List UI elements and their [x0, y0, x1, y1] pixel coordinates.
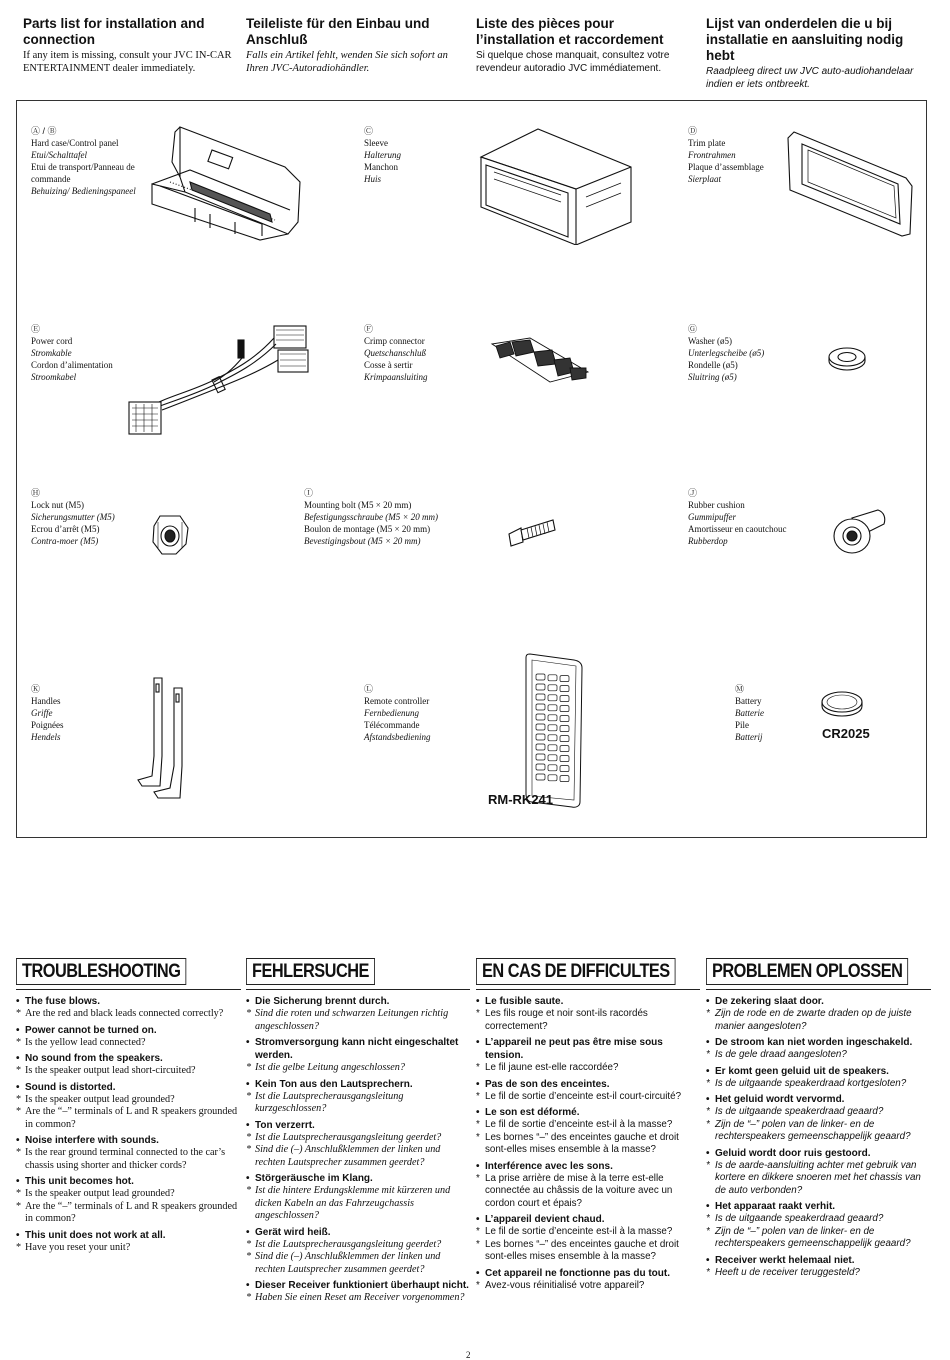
check-item: * Is the yellow lead connected?	[16, 1037, 241, 1050]
remote-controller-illustration	[524, 652, 586, 810]
mounting-bolt-illustration	[505, 516, 557, 548]
part-label-fr: Amortisseur en caoutchouc	[688, 524, 787, 534]
troubleshooting-item	[16, 1081, 241, 1132]
remote-button-shape	[560, 726, 569, 732]
part-label-en: Power cord	[31, 336, 73, 346]
part-label-de: Befestigungsschraube (M5 × 20 mm)	[304, 512, 439, 522]
remote-button-shape	[536, 704, 545, 710]
part-f	[364, 323, 474, 383]
part-j	[688, 487, 818, 547]
section-heading: EN CAS DE DIFFICULTES	[476, 958, 676, 985]
check-item: * La prise arrière de mise à la terre est-elle connectée au châssis de la voiture avec un cordon court et épais?	[476, 1173, 700, 1211]
troubleshooting-item	[16, 1024, 241, 1050]
check-item: * Ist die Lautsprecherausgangsleitung geerdet?	[246, 1239, 470, 1252]
sleeve-illustration	[476, 127, 636, 245]
part-label-fr: Cosse à sertir	[364, 360, 413, 370]
symptom: • L’appareil devient chaud.	[476, 1213, 700, 1226]
section-rule	[476, 989, 700, 990]
symptom: • Le fusible saute.	[476, 995, 700, 1008]
part-label-en: Handles	[31, 696, 61, 706]
part-label-nl: Krimpaansluiting	[364, 372, 428, 382]
troubleshooting-en	[16, 958, 241, 1257]
part-label-nl: Batterij	[735, 732, 763, 742]
troubleshooting-item	[476, 1078, 700, 1104]
remote-button-shape	[560, 716, 569, 722]
remote-button-shape	[548, 725, 557, 731]
part-label-nl: Hendels	[31, 732, 61, 742]
section-rule	[16, 989, 241, 990]
troubleshooting-item	[476, 1160, 700, 1211]
check-item: * Are the “–” terminals of L and R speakers grounded in common?	[16, 1106, 241, 1131]
part-label-fr: Télécommande	[364, 720, 420, 730]
part-label-en: Mounting bolt (M5 × 20 mm)	[304, 500, 412, 510]
check-item: * Sind die roten und schwarzen Leitungen richtig angeschlossen?	[246, 1008, 470, 1033]
remote-button-shape	[536, 724, 545, 730]
troubleshooting-item	[706, 1093, 931, 1144]
troubleshooting-item	[16, 1229, 241, 1255]
troubleshooting-de	[246, 958, 470, 1308]
part-letter: Ⓐ / Ⓑ	[31, 126, 57, 136]
part-label-de: Unterlegscheibe (ø5)	[688, 348, 765, 358]
check-item: * Haben Sie einen Reset am Receiver vorgenommen?	[246, 1292, 470, 1305]
part-c	[364, 125, 474, 185]
troubleshooting-item	[246, 1036, 470, 1075]
part-label-fr: Etui de transport/Panneau de commande	[31, 162, 135, 184]
symptom: • De zekering slaat door.	[706, 995, 931, 1008]
header-body: Falls ein Artikel fehlt, wenden Sie sich sofort an Ihren JVC-Autoradiohändler.	[246, 50, 448, 74]
check-item: * Zijn de “–” polen van de linker- en de rechterspeakers gemeenschappelijk geaard?	[706, 1119, 931, 1144]
part-letter: Ⓚ	[31, 684, 41, 694]
check-item: * Is de uitgaande speakerdraad geaard?	[706, 1106, 931, 1119]
remote-button-shape	[548, 765, 557, 771]
remote-button-shape	[560, 706, 569, 712]
section-rule	[246, 989, 470, 990]
part-letter: Ⓗ	[31, 488, 41, 498]
check-item: * Le fil de sortie d’enceinte est-il à la masse?	[476, 1226, 700, 1239]
part-label-en: Sleeve	[364, 138, 388, 148]
check-item: * Ist die hintere Erdungsklemme mit kürzeren und dicken Kabeln an das Fahrzeugchassis angeschlossen?	[246, 1185, 470, 1223]
part-label-en: Hard case/Control panel	[31, 138, 119, 148]
check-item: * Ist die Lautsprecherausgangsleitung kurzgeschlossen?	[246, 1091, 470, 1116]
remote-button-shape	[548, 755, 557, 761]
symptom: • Receiver werkt helemaal niet.	[706, 1254, 931, 1267]
check-item: * Les bornes “–” des enceintes gauche et droit sont-elles mises ensemble à la masse?	[476, 1239, 700, 1264]
symptom: • Pas de son des enceintes.	[476, 1078, 700, 1091]
check-item: * Is the speaker output lead grounded?	[16, 1094, 241, 1107]
handles-illustration	[136, 676, 194, 806]
symptom: • Sound is distorted.	[16, 1081, 241, 1094]
symptom: • Geluid wordt door ruis gestoord.	[706, 1147, 931, 1160]
part-label-de: Stromkable	[31, 348, 72, 358]
part-g	[688, 323, 798, 383]
symptom: • The fuse blows.	[16, 995, 241, 1008]
symptom: • Cet appareil ne fonctionne pas du tout.	[476, 1267, 700, 1280]
remote-button-shape	[548, 675, 557, 681]
remote-button-shape	[536, 774, 545, 780]
trim-plate-illustration	[786, 130, 916, 238]
part-label-de: Batterie	[735, 708, 764, 718]
remote-button-shape	[536, 734, 545, 740]
symptom: • Het geluid wordt vervormd.	[706, 1093, 931, 1106]
remote-button-shape	[548, 705, 557, 711]
troubleshooting-item	[16, 1134, 241, 1172]
header-body: If any item is missing, consult your JVC IN-CAR ENTERTAINMENT dealer immediately.	[23, 50, 232, 74]
header-body: Si quelque chose manquait, consultez votre revendeur autoradio JVC immédiatement.	[476, 50, 670, 74]
troubleshooting-item	[706, 1065, 931, 1091]
part-label-de: Frontrahmen	[688, 150, 736, 160]
part-m	[735, 683, 815, 743]
part-label-en: Trim plate	[688, 138, 726, 148]
remote-button-shape	[536, 754, 545, 760]
remote-button-shape	[560, 676, 569, 682]
remote-button-shape	[560, 696, 569, 702]
part-label-fr: Pile	[735, 720, 750, 730]
check-item: * Heeft u de receiver teruggesteld?	[706, 1267, 931, 1280]
symptom: • No sound from the speakers.	[16, 1052, 241, 1065]
section-heading: TROUBLESHOOTING	[16, 958, 186, 985]
remote-button-shape	[536, 764, 545, 770]
part-label-nl: Afstandsbediening	[364, 732, 431, 742]
remote-button-shape	[536, 714, 545, 720]
troubleshooting-item	[706, 995, 931, 1033]
check-item: * Ist die Lautsprecherausgangsleitung geerdet?	[246, 1132, 470, 1145]
check-item: * Ist die gelbe Leitung angeschlossen?	[246, 1062, 470, 1075]
section-rule	[706, 989, 931, 990]
part-label-nl: Huis	[364, 174, 382, 184]
part-label-fr: Rondelle (ø5)	[688, 360, 738, 370]
remote-button-shape	[548, 695, 557, 701]
part-label-fr: Cordon d’alimentation	[31, 360, 113, 370]
remote-button-shape	[548, 745, 557, 751]
crimp-connector-illustration	[490, 332, 590, 392]
part-letter: Ⓙ	[688, 488, 698, 498]
troubleshooting-item	[476, 1036, 700, 1075]
check-item: * Is the speaker output lead short-circuited?	[16, 1065, 241, 1078]
symptom: • Störgeräusche im Klang.	[246, 1172, 470, 1185]
symptom: • Stromversorgung kann nicht eingeschaltet werden.	[246, 1036, 470, 1062]
troubleshooting-list	[706, 995, 931, 1279]
remote-button-shape	[560, 756, 569, 762]
symptom: • Er komt geen geluid uit de speakers.	[706, 1065, 931, 1078]
header-body: Raadpleeg direct uw JVC auto-audiohandelaar indien er iets ontbreekt.	[706, 66, 914, 90]
troubleshooting-item	[706, 1200, 931, 1251]
header-title: Parts list for installation and connection	[23, 16, 205, 47]
part-label-de: Etui/Schalttafel	[31, 150, 87, 160]
header-col-nl	[706, 16, 921, 91]
check-item: * Les bornes “–” des enceintes gauche et droit sont-elles mises ensemble à la masse?	[476, 1132, 700, 1157]
remote-button-shape	[548, 715, 557, 721]
troubleshooting-item	[246, 1119, 470, 1170]
part-label-en: Lock nut (M5)	[31, 500, 84, 510]
remote-button-shape	[548, 685, 557, 691]
header-col-fr	[476, 16, 696, 75]
remote-button-shape	[536, 684, 545, 690]
check-item: * Le fil jaune est-elle raccordée?	[476, 1062, 700, 1075]
part-label-de: Gummipuffer	[688, 512, 736, 522]
symptom: • Gerät wird heiß.	[246, 1226, 470, 1239]
troubleshooting-item	[246, 1078, 470, 1116]
washer-illustration	[826, 345, 868, 373]
part-label-fr: Manchon	[364, 162, 398, 172]
header-title: Lijst van onderdelen die u bij installatie en aansluiting nodig hebt	[706, 16, 904, 63]
battery-model-label: CR2025	[822, 726, 870, 741]
header-col-de	[246, 16, 466, 75]
part-label-de: Griffe	[31, 708, 53, 718]
part-letter: Ⓕ	[364, 324, 374, 334]
part-d	[688, 125, 798, 185]
troubleshooting-item	[16, 995, 241, 1021]
part-label-fr: Poignées	[31, 720, 64, 730]
remote-button-shape	[548, 735, 557, 741]
part-label-fr: Ecrou d’arrêt (M5)	[31, 524, 100, 534]
symptom: • De stroom kan niet worden ingeschakeld.	[706, 1036, 931, 1049]
symptom: • Le son est déformé.	[476, 1106, 700, 1119]
remote-button-shape	[560, 736, 569, 742]
troubleshooting-item	[246, 1172, 470, 1223]
check-item: * Is de uitgaande speakerdraad geaard?	[706, 1213, 931, 1226]
troubleshooting-item	[476, 995, 700, 1033]
check-item: * Zijn de “–” polen van de linker- en de rechterspeakers gemeenschappelijk geaard?	[706, 1226, 931, 1251]
remote-button-shape	[560, 766, 569, 772]
troubleshooting-list	[16, 995, 241, 1254]
symptom: • Ton verzerrt.	[246, 1119, 470, 1132]
check-item: * Les fils rouge et noir sont-ils racordés correctement?	[476, 1008, 700, 1033]
part-label-nl: Rubberdop	[688, 536, 728, 546]
symptom: • Noise interfere with sounds.	[16, 1134, 241, 1147]
part-label-en: Remote controller	[364, 696, 430, 706]
page-number: 2	[466, 1350, 471, 1360]
part-a-b	[31, 125, 146, 197]
check-item: * Are the “–” terminals of L and R speakers grounded in common?	[16, 1201, 241, 1226]
check-item: * Have you reset your unit?	[16, 1242, 241, 1255]
part-label-nl: Sierplaat	[688, 174, 721, 184]
check-item: * Avez-vous réinitialisé votre appareil?	[476, 1280, 700, 1293]
battery-illustration	[820, 690, 864, 720]
check-item: * Is de uitgaande speakerdraad kortgesloten?	[706, 1078, 931, 1091]
symptom: • Power cannot be turned on.	[16, 1024, 241, 1037]
check-item: * Le fil de sortie d’enceinte est-il court-circuité?	[476, 1091, 700, 1104]
check-item: * Is de gele draad aangesloten?	[706, 1049, 931, 1062]
troubleshooting-item	[16, 1052, 241, 1078]
symptom: • Kein Ton aus den Lautsprechern.	[246, 1078, 470, 1091]
troubleshooting-item	[246, 1226, 470, 1277]
check-item: * Is the rear ground terminal connected to the car’s chassis using shorter and thicker cords?	[16, 1147, 241, 1172]
part-label-de: Halterung	[364, 150, 401, 160]
part-l	[364, 683, 474, 743]
part-label-de: Sicherungsmutter (M5)	[31, 512, 115, 522]
troubleshooting-item	[706, 1254, 931, 1280]
check-item: * Le fil de sortie d’enceinte est-il à la masse?	[476, 1119, 700, 1132]
remote-model-label: RM-RK241	[488, 792, 554, 807]
lock-nut-illustration	[150, 512, 190, 556]
troubleshooting-item	[476, 1267, 700, 1293]
part-letter: Ⓔ	[31, 324, 41, 334]
part-letter: Ⓘ	[304, 488, 314, 498]
part-letter: Ⓒ	[364, 126, 374, 136]
part-label-de: Quetschanschluß	[364, 348, 426, 358]
part-i	[304, 487, 474, 547]
check-item: * Is the speaker output lead grounded?	[16, 1188, 241, 1201]
symptom: • This unit does not work at all.	[16, 1229, 241, 1242]
part-label-nl: Sluitring (ø5)	[688, 372, 737, 382]
troubleshooting-item	[706, 1036, 931, 1062]
check-item: * Sind die (–) Anschlußklemmen der linken und rechten Lautsprecher zusammen geerdet?	[246, 1144, 470, 1169]
part-label-en: Crimp connector	[364, 336, 425, 346]
remote-button-shape	[560, 776, 569, 782]
check-item: * Is de aarde-aansluiting achter met gebruik van kortere en dikkere snoeren met het chassis van de auto verbonden?	[706, 1160, 931, 1198]
troubleshooting-fr	[476, 958, 700, 1295]
troubleshooting-item	[246, 995, 470, 1033]
part-label-fr: Plaque d’assemblage	[688, 162, 764, 172]
remote-button-shape	[548, 775, 557, 781]
check-item: * Sind die (–) Anschlußklemmen der linken und rechten Lautsprecher zusammen geerdet?	[246, 1251, 470, 1276]
part-label-nl: Contra-moer (M5)	[31, 536, 99, 546]
troubleshooting-list	[246, 995, 470, 1305]
section-heading: FEHLERSUCHE	[246, 958, 375, 985]
part-letter: Ⓓ	[688, 126, 698, 136]
part-label-en: Rubber cushion	[688, 500, 745, 510]
troubleshooting-item	[706, 1147, 931, 1198]
check-item: * Are the red and black leads connected correctly?	[16, 1008, 241, 1021]
part-label-nl: Behuizing/ Bedieningspaneel	[31, 186, 136, 196]
remote-button-shape	[560, 686, 569, 692]
power-cord-illustration	[124, 320, 314, 440]
header-title: Teileliste für den Einbau und Anschluß	[246, 16, 430, 47]
troubleshooting-list	[476, 995, 700, 1292]
header-col-en	[23, 16, 243, 75]
troubleshooting-nl	[706, 958, 931, 1282]
troubleshooting-item	[476, 1106, 700, 1157]
remote-button-shape	[536, 674, 545, 680]
part-label-nl: Stroomkabel	[31, 372, 77, 382]
hard-case-illustration	[150, 122, 305, 242]
symptom: • Het apparaat raakt verhit.	[706, 1200, 931, 1213]
part-label-en: Battery	[735, 696, 762, 706]
header-title: Liste des pièces pour l’installation et raccordement	[476, 16, 664, 47]
symptom: • Interférence avec les sons.	[476, 1160, 700, 1173]
part-label-de: Fernbedienung	[364, 708, 419, 718]
part-h	[31, 487, 146, 547]
remote-button-shape	[560, 746, 569, 752]
remote-button-shape	[536, 694, 545, 700]
part-letter: Ⓛ	[364, 684, 374, 694]
symptom: • L’appareil ne peut pas être mise sous tension.	[476, 1036, 700, 1062]
part-label-nl: Bevestigingsbout (M5 × 20 mm)	[304, 536, 421, 546]
troubleshooting-item	[246, 1279, 470, 1305]
troubleshooting-item	[16, 1175, 241, 1226]
symptom: • Die Sicherung brennt durch.	[246, 995, 470, 1008]
rubber-cushion-illustration	[830, 508, 888, 556]
part-label-en: Washer (ø5)	[688, 336, 733, 346]
remote-button-shape	[536, 744, 545, 750]
part-label-fr: Boulon de montage (M5 × 20 mm)	[304, 524, 431, 534]
part-letter: Ⓜ	[735, 684, 745, 694]
symptom: • This unit becomes hot.	[16, 1175, 241, 1188]
symptom: • Dieser Receiver funktioniert überhaupt nicht.	[246, 1279, 470, 1292]
troubleshooting-item	[476, 1213, 700, 1264]
part-k	[31, 683, 131, 743]
check-item: * Zijn de rode en de zwarte draden op de juiste manier aangesloten?	[706, 1008, 931, 1033]
section-heading: PROBLEMEN OPLOSSEN	[706, 958, 908, 985]
part-letter: Ⓖ	[688, 324, 698, 334]
